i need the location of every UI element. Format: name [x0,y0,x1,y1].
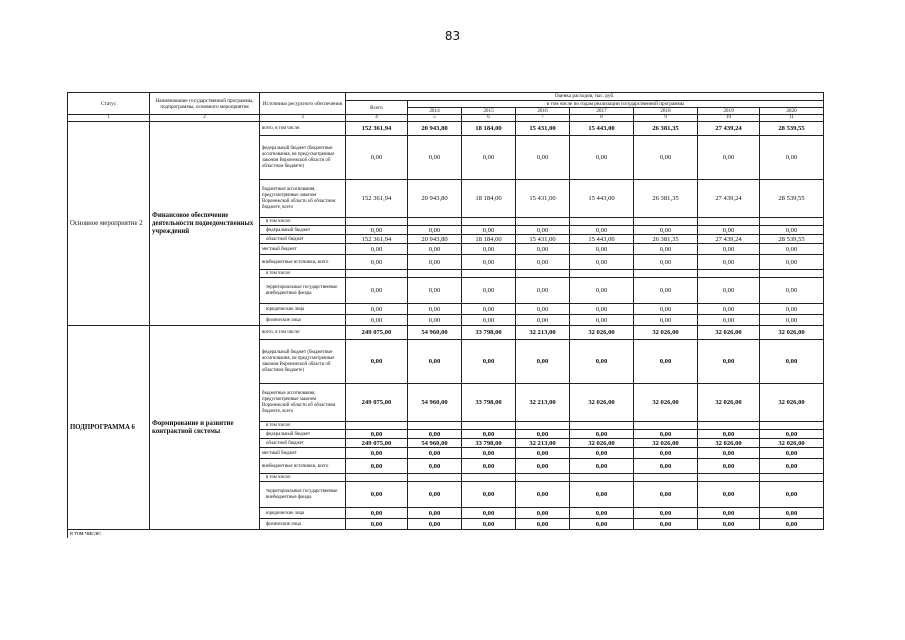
value-cell [408,270,462,278]
value-cell: 0,00 [516,255,570,270]
value-cell: 0,00 [760,519,824,530]
value-cell: 0,00 [462,226,516,235]
value-cell: 0,00 [346,459,408,474]
value-cell: 0,00 [462,340,516,384]
value-cell: 0,00 [462,448,516,459]
value-cell [516,422,570,430]
header-name: Наименование государственной программы, подпрограммы, основного мероприятия [150,93,260,115]
value-cell: 54 960,00 [408,384,462,422]
column-number: 1 [68,115,150,122]
value-cell [462,270,516,278]
value-cell [634,270,698,278]
value-cell: 0,00 [516,482,570,508]
value-cell: 0,00 [760,136,824,180]
value-cell: 32 026,00 [698,326,760,340]
funding-source: внебюджетные источники, всего [260,255,346,270]
value-cell: 32 026,00 [760,384,824,422]
header-total: Всего [346,101,408,115]
column-number: 8 [570,115,634,122]
value-cell: 15 443,00 [570,235,634,244]
value-cell: 0,00 [408,244,462,255]
page-number: 83 [444,29,461,43]
value-cell: 0,00 [698,459,760,474]
value-cell: 0,00 [634,255,698,270]
value-cell: 0,00 [760,278,824,304]
value-cell: 0,00 [408,508,462,519]
value-cell: 27 439,24 [698,122,760,136]
header-year: 2015 [462,108,516,115]
value-cell: 0,00 [462,430,516,439]
value-cell: 0,00 [760,255,824,270]
value-cell: 32 213,00 [516,439,570,448]
value-cell: 0,00 [408,136,462,180]
table-row [68,530,824,538]
value-cell: 0,00 [698,226,760,235]
value-cell: 0,00 [634,304,698,315]
value-cell: 0,00 [760,482,824,508]
header-year: 2019 [698,108,760,115]
value-cell: 32 026,00 [698,384,760,422]
funding-source: всего, в том числе: [260,326,346,340]
value-cell: 0,00 [698,508,760,519]
value-cell: 20 943,80 [408,235,462,244]
funding-source: юридические лица [260,304,346,315]
value-cell: 0,00 [408,226,462,235]
value-cell: 0,00 [760,244,824,255]
value-cell: 0,00 [462,304,516,315]
value-cell: 0,00 [516,508,570,519]
section-name: Формирование и развитие контрактной системы [150,326,260,530]
value-cell [760,270,824,278]
value-cell: 20 943,80 [408,180,462,218]
column-number: 10 [698,115,760,122]
value-cell: 0,00 [462,482,516,508]
value-cell: 18 184,00 [462,235,516,244]
value-cell: 0,00 [634,459,698,474]
funding-source: местный бюджет [260,244,346,255]
value-cell: 32 026,00 [698,439,760,448]
value-cell: 15 431,00 [516,122,570,136]
column-number: 11 [760,115,824,122]
header-status: Статус [68,93,150,115]
value-cell [570,474,634,482]
value-cell: 0,00 [408,430,462,439]
value-cell: 0,00 [408,448,462,459]
value-cell: 32 026,00 [760,439,824,448]
value-cell: 0,00 [516,244,570,255]
value-cell: 0,00 [346,519,408,530]
value-cell: 0,00 [516,519,570,530]
value-cell: 0,00 [634,226,698,235]
value-cell: 0,00 [516,278,570,304]
header-year: 2020 [760,108,824,115]
funding-source: территориальные государственные внебюджетные фонды [260,278,346,304]
value-cell [570,218,634,226]
value-cell: 0,00 [408,278,462,304]
value-cell: 0,00 [346,340,408,384]
value-cell: 0,00 [698,278,760,304]
value-cell [462,422,516,430]
value-cell: 0,00 [570,244,634,255]
value-cell [698,422,760,430]
header-source: Источники ресурсного обеспечения [260,93,346,115]
value-cell [760,474,824,482]
column-number: 3 [260,115,346,122]
value-cell: 15 443,00 [570,180,634,218]
value-cell: 0,00 [462,519,516,530]
value-cell: 0,00 [346,304,408,315]
footer-label: в том числе: [68,530,150,538]
value-cell: 0,00 [516,315,570,326]
value-cell: 0,00 [408,255,462,270]
value-cell: 0,00 [516,459,570,474]
value-cell: 20 943,80 [408,122,462,136]
value-cell: 18 184,00 [462,122,516,136]
value-cell: 32 026,00 [634,384,698,422]
funding-source: в том числе: [260,474,346,482]
section-name: Финансовое обеспечение деятельности подведомственных учреждений [150,122,260,326]
value-cell: 0,00 [346,278,408,304]
value-cell: 0,00 [698,340,760,384]
value-cell: 0,00 [570,278,634,304]
funding-source: в том числе: [260,218,346,226]
value-cell: 0,00 [408,315,462,326]
value-cell: 0,00 [634,136,698,180]
value-cell: 0,00 [570,255,634,270]
value-cell: 152 361,94 [346,235,408,244]
value-cell: 32 026,00 [570,326,634,340]
value-cell [698,474,760,482]
value-cell: 0,00 [462,315,516,326]
value-cell: 0,00 [760,315,824,326]
value-cell: 0,00 [760,508,824,519]
value-cell: 18 184,00 [462,180,516,218]
table-row [68,326,824,340]
funding-source: всего, в том числе: [260,122,346,136]
value-cell: 28 539,55 [760,122,824,136]
value-cell: 0,00 [634,278,698,304]
value-cell [516,474,570,482]
value-cell: 0,00 [516,448,570,459]
value-cell: 0,00 [408,482,462,508]
header-estimate: Оценка расходов, тыс. руб. [346,93,824,101]
value-cell [516,218,570,226]
value-cell: 26 381,35 [634,235,698,244]
funding-source: местный бюджет [260,448,346,459]
value-cell: 0,00 [516,226,570,235]
value-cell: 0,00 [346,226,408,235]
value-cell: 0,00 [462,255,516,270]
value-cell [634,474,698,482]
value-cell: 0,00 [346,136,408,180]
value-cell: 0,00 [570,448,634,459]
value-cell: 0,00 [408,459,462,474]
value-cell: 0,00 [516,136,570,180]
value-cell: 0,00 [760,448,824,459]
value-cell: 54 960,00 [408,326,462,340]
header-year: 2017 [570,108,634,115]
funding-source: территориальные государственные внебюджетные фонды [260,482,346,508]
value-cell: 0,00 [570,315,634,326]
value-cell: 0,00 [570,226,634,235]
value-cell [346,270,408,278]
value-cell: 0,00 [516,304,570,315]
value-cell: 152 361,94 [346,122,408,136]
value-cell: 15 431,00 [516,235,570,244]
funding-source: физические лица [260,315,346,326]
value-cell [634,422,698,430]
value-cell: 0,00 [634,508,698,519]
header-incl-by-year: в том числе по годам реализации государственной программы [408,101,824,108]
value-cell: 28 539,55 [760,180,824,218]
funding-source: областной бюджет [260,439,346,448]
section-status: Основное мероприятие 2 [68,122,150,326]
funding-source: внебюджетные источники, всего [260,459,346,474]
value-cell: 27 439,24 [698,235,760,244]
value-cell: 0,00 [346,244,408,255]
value-cell [570,422,634,430]
column-number: 6 [462,115,516,122]
value-cell: 0,00 [346,430,408,439]
funding-source: федеральный бюджет (бюджетные ассигнования, не предусмотренные законом Воронежской области об областном бюджете) [260,340,346,384]
header-year: 2018 [634,108,698,115]
value-cell: 0,00 [570,340,634,384]
funding-source: федеральный бюджет [260,430,346,439]
funding-source: бюджетные ассигнования, предусмотренные законом Воронежской области об областном бюджете, всего [260,384,346,422]
value-cell: 0,00 [516,340,570,384]
value-cell [462,474,516,482]
value-cell: 0,00 [634,519,698,530]
value-cell: 32 026,00 [634,439,698,448]
value-cell: 0,00 [698,244,760,255]
value-cell: 0,00 [760,459,824,474]
value-cell: 32 213,00 [516,326,570,340]
value-cell: 0,00 [408,519,462,530]
value-cell: 0,00 [346,448,408,459]
value-cell: 0,00 [570,430,634,439]
header-year: 2014 [408,108,462,115]
value-cell [408,422,462,430]
value-cell: 152 361,94 [346,180,408,218]
value-cell: 0,00 [698,136,760,180]
column-number: 5 [408,115,462,122]
value-cell: 33 798,00 [462,326,516,340]
column-number: 9 [634,115,698,122]
value-cell: 249 075,00 [346,384,408,422]
value-cell: 32 026,00 [634,326,698,340]
value-cell: 0,00 [698,430,760,439]
value-cell: 0,00 [698,448,760,459]
header-year: 2016 [516,108,570,115]
table-row [68,122,824,136]
value-cell: 32 026,00 [570,384,634,422]
value-cell [346,474,408,482]
value-cell: 0,00 [698,482,760,508]
value-cell: 0,00 [570,482,634,508]
value-cell: 32 026,00 [760,326,824,340]
value-cell [516,270,570,278]
value-cell: 0,00 [634,315,698,326]
value-cell: 28 539,55 [760,235,824,244]
budget-table [67,92,824,538]
value-cell: 0,00 [698,304,760,315]
value-cell [346,422,408,430]
value-cell: 0,00 [346,508,408,519]
value-cell [462,218,516,226]
value-cell: 0,00 [698,255,760,270]
value-cell: 27 439,24 [698,180,760,218]
value-cell: 0,00 [462,136,516,180]
value-cell: 0,00 [760,304,824,315]
value-cell: 0,00 [698,315,760,326]
value-cell [698,218,760,226]
value-cell [760,422,824,430]
value-cell: 0,00 [516,430,570,439]
value-cell: 0,00 [408,304,462,315]
funding-source: физические лица [260,519,346,530]
funding-source: федеральный бюджет [260,226,346,235]
value-cell [346,218,408,226]
value-cell: 33 798,00 [462,439,516,448]
value-cell: 0,00 [570,304,634,315]
value-cell: 0,00 [570,508,634,519]
funding-source: областной бюджет [260,235,346,244]
value-cell: 0,00 [634,482,698,508]
value-cell [408,474,462,482]
value-cell: 249 075,00 [346,326,408,340]
column-number: 2 [150,115,260,122]
value-cell: 0,00 [570,136,634,180]
value-cell: 0,00 [634,430,698,439]
funding-source: федеральный бюджет (бюджетные ассигнования, не предусмотренные законом Воронежской области об областном бюджете) [260,136,346,180]
value-cell: 0,00 [634,340,698,384]
value-cell [634,218,698,226]
value-cell: 0,00 [570,459,634,474]
value-cell [408,218,462,226]
value-cell: 54 960,00 [408,439,462,448]
value-cell: 0,00 [346,482,408,508]
value-cell: 0,00 [570,519,634,530]
value-cell: 0,00 [346,315,408,326]
column-number: 4 [346,115,408,122]
value-cell: 0,00 [760,226,824,235]
value-cell [570,270,634,278]
value-cell: 32 213,00 [516,384,570,422]
value-cell: 15 443,00 [570,122,634,136]
funding-source: бюджетные ассигнования, предусмотренные законом Воронежской области об областном бюджете, всего [260,180,346,218]
value-cell: 0,00 [408,340,462,384]
value-cell: 0,00 [462,459,516,474]
value-cell: 0,00 [346,255,408,270]
value-cell: 26 381,35 [634,122,698,136]
value-cell: 0,00 [462,244,516,255]
value-cell: 249 075,00 [346,439,408,448]
value-cell: 0,00 [760,340,824,384]
column-number: 7 [516,115,570,122]
value-cell: 0,00 [634,448,698,459]
value-cell: 0,00 [698,519,760,530]
funding-source: в том числе: [260,270,346,278]
value-cell [698,270,760,278]
section-status: ПОДПРОГРАММА 6 [68,326,150,530]
value-cell: 0,00 [462,508,516,519]
funding-source: в том числе: [260,422,346,430]
value-cell: 0,00 [760,430,824,439]
value-cell: 32 026,00 [570,439,634,448]
value-cell: 0,00 [462,278,516,304]
value-cell [760,218,824,226]
value-cell: 26 381,35 [634,180,698,218]
funding-source: юридические лица [260,508,346,519]
value-cell: 0,00 [634,244,698,255]
value-cell: 33 798,00 [462,384,516,422]
value-cell: 15 431,00 [516,180,570,218]
